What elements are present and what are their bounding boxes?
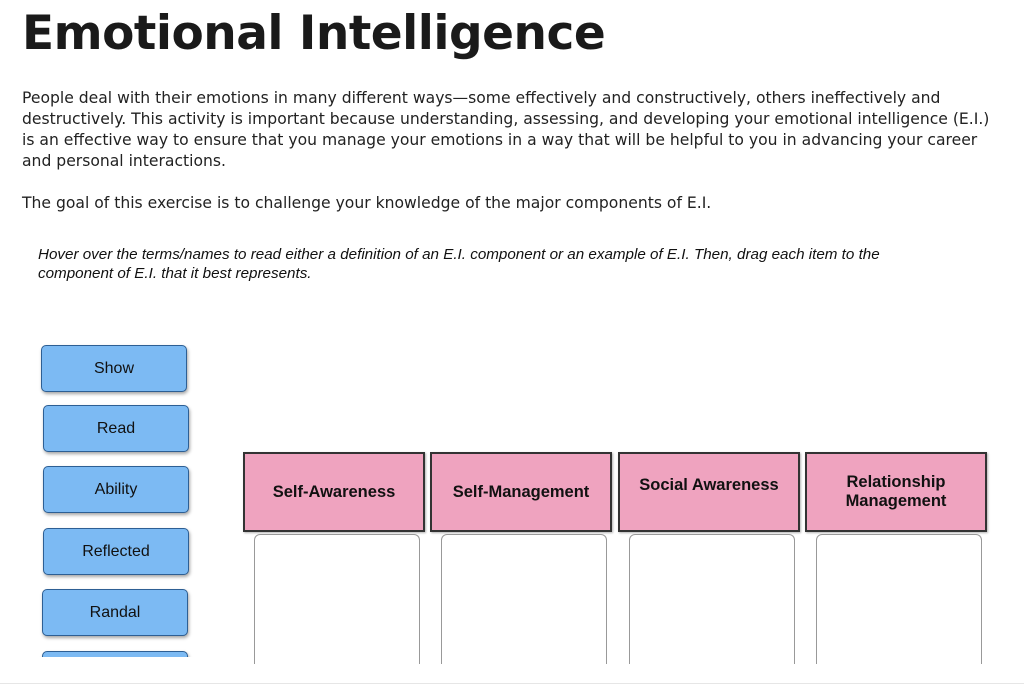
drag-item-randal[interactable]: Randal [42, 589, 188, 636]
drag-item-list [38, 340, 203, 657]
category-header: Social Awareness [618, 452, 800, 532]
drop-zone[interactable] [816, 534, 982, 664]
category-header: Self-Awareness [243, 452, 425, 532]
drag-item-read[interactable]: Read [43, 405, 189, 452]
category-columns [243, 452, 988, 658]
drop-zone[interactable] [629, 534, 795, 664]
category-header: Self-Management [430, 452, 612, 532]
drop-zone[interactable] [254, 534, 420, 664]
category-social-awareness [618, 452, 800, 532]
goal-paragraph: The goal of this exercise is to challenge your knowledge of the major components of E.I. [22, 194, 712, 212]
instructions: Hover over the terms/names to read either a definition of an E.I. component or an example of E.I. Then, drag each item to the component of E.I. that it best represents. [38, 246, 880, 282]
bottom-divider [0, 683, 1024, 684]
drag-item-show[interactable]: Show [41, 345, 187, 392]
page-title: Emotional Intelligence [22, 6, 606, 61]
category-header: Relationship Management [805, 452, 987, 532]
intro-paragraph: People deal with their emotions in many different ways—some effectively and constructively, others ineffectively and destructively. This activity is important because understanding, assessing, and developing your emotional intelligence (E.I.) is an effective way to ensure that you manage your emotions in a way that will be helpful to you in advancing your career and personal interactions. [22, 89, 990, 170]
category-relationship-management [805, 452, 987, 532]
category-self-awareness [243, 452, 425, 532]
drag-item-ability[interactable]: Ability [43, 466, 189, 513]
drag-item-partial[interactable] [42, 651, 188, 657]
drag-item-reflected[interactable]: Reflected [43, 528, 189, 575]
drop-zone[interactable] [441, 534, 607, 664]
category-self-management [430, 452, 612, 532]
